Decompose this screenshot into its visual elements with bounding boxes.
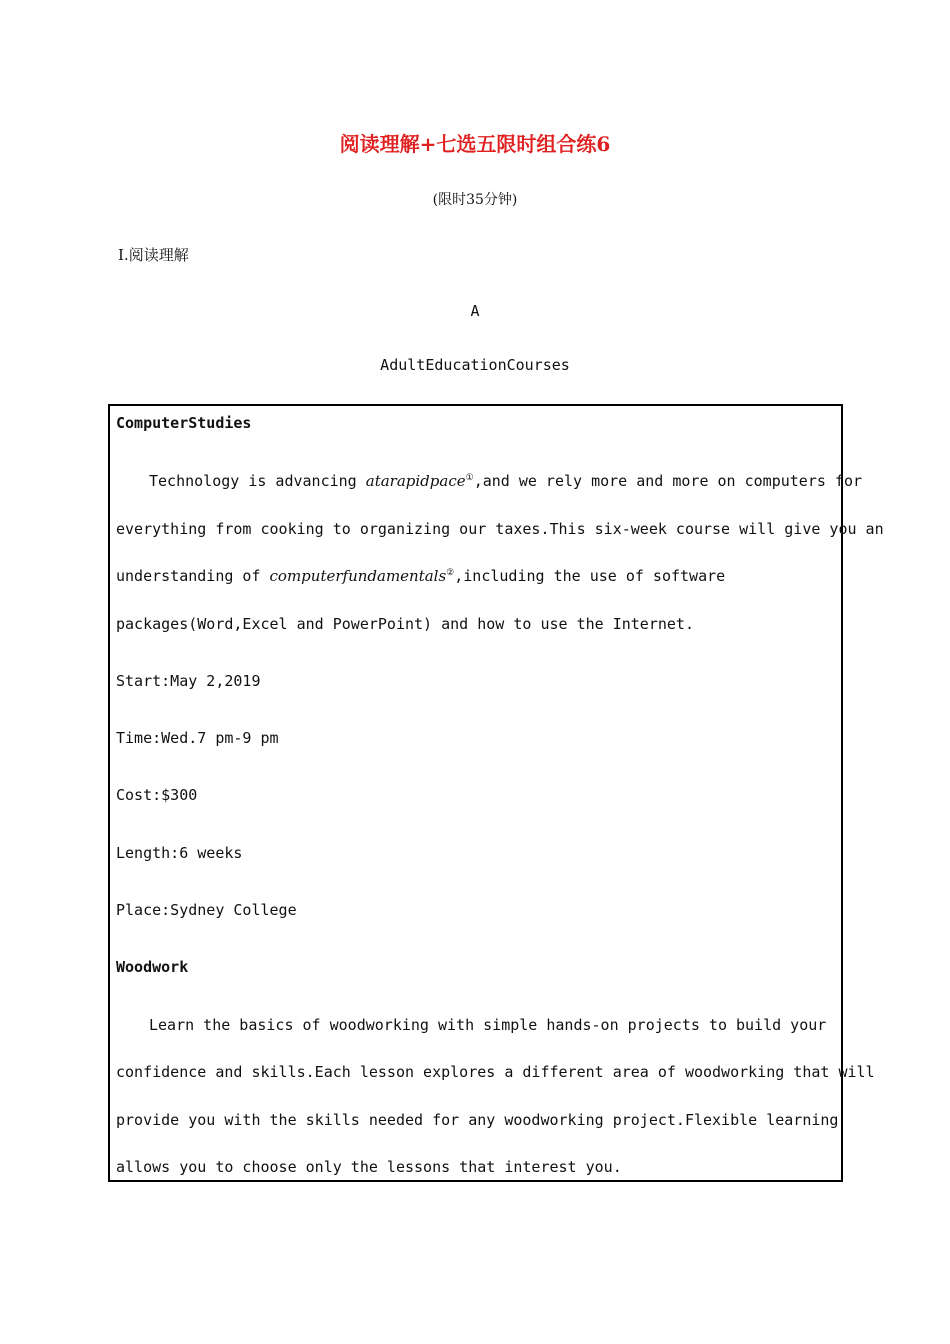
border-mark [108,446,110,462]
border-mark [108,924,110,940]
course-start: Start:May 2,2019 [116,672,261,690]
woodwork-paragraph-line: confidence and skills.Each lesson explores a different area of woodworking that will [116,1063,875,1081]
courses-box [108,404,884,1182]
passage-title: AdultEducationCourses [380,356,570,374]
border-mark [108,810,110,826]
footnote-marker: ② [446,568,455,578]
computer-paragraph-line: packages(Word,Excel and PowerPoint) and how to use the Internet. [116,615,694,633]
passage-letter: A [470,302,480,320]
page-title: 阅读理解+七选五限时组合练6 [339,132,611,156]
border-mark [108,696,110,712]
italic-phrase: computerfundamentals [269,567,447,585]
course-time: Time:Wed.7 pm-9 pm [116,729,279,747]
course-heading-woodwork: Woodwork [116,958,189,976]
woodwork-paragraph-line: Learn the basics of woodworking with simple hands-on projects to build your [149,1016,827,1034]
woodwork-paragraph-line: provide you with the skills needed for any woodworking project.Flexible learning [116,1111,839,1129]
italic-phrase: atarapidpace [365,472,466,490]
course-cost: Cost:$300 [116,786,198,804]
course-place: Place:Sydney College [116,901,297,919]
border-mark [108,867,110,883]
course-heading-computer: ComputerStudies [116,414,252,432]
time-limit: (限时35分钟) [432,192,518,208]
computer-paragraph-line: Technology is advancing atarapidpace①,and we rely more and more on computers for [149,472,863,490]
computer-paragraph-line: everything from cooking to organizing our taxes.This six-week course will give you an [116,520,884,538]
border-mark [108,981,110,997]
section-label: Ⅰ.阅读理解 [118,246,189,264]
border-mark [108,753,110,769]
border-mark [108,638,110,654]
course-length: Length:6 weeks [116,844,243,862]
footnote-marker: ① [465,473,474,483]
woodwork-paragraph-line: allows you to choose only the lessons that interest you. [116,1158,622,1176]
computer-paragraph-line: understanding of computerfundamentals②,including the use of software [116,567,726,585]
